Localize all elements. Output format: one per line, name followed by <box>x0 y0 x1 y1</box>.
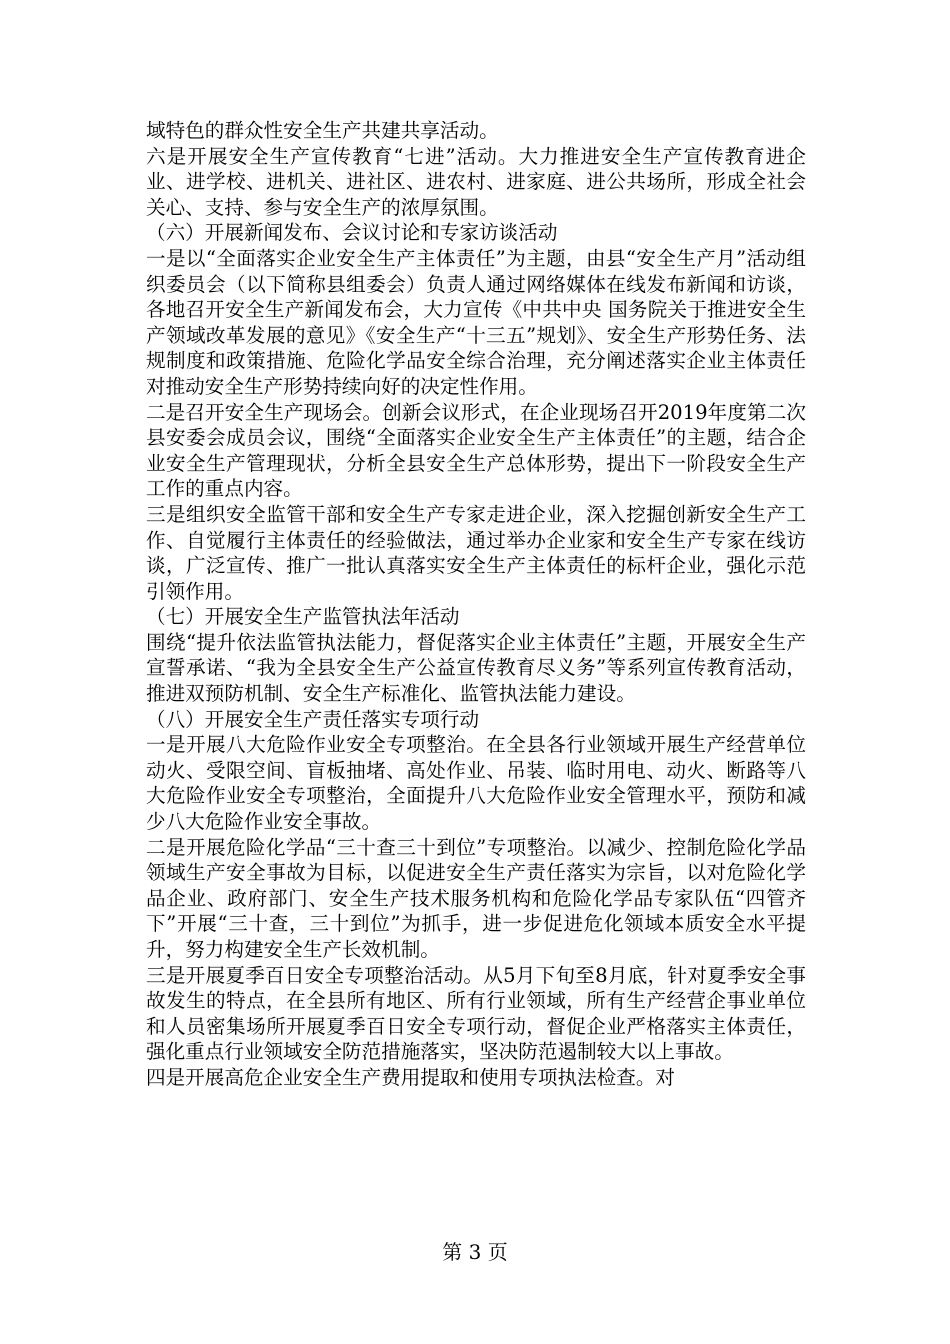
section-heading-7: （七）开展安全生产监管执法年活动 <box>146 605 460 629</box>
paragraph-2: 六是开展安全生产宣传教育“七进”活动。大力推进安全生产宣传教育进企业、进学校、进机关、进社区、进农村、进家庭、进公共场所，形成全社会关心、支持、参与安全生产的浓厚氛围。 <box>146 144 806 219</box>
paragraph-10: 四是开展高危企业安全生产费用提取和使用专项执法检查。对 <box>146 1065 676 1089</box>
page-number: 第 3 页 <box>442 1240 508 1264</box>
paragraph-7: 一是开展八大危险作业安全专项整治。在全县各行业领域开展生产经营单位动火、受限空间、盲板抽堵、高处作业、吊装、临时用电、动火、断路等八大危险作业安全专项整治，全面提升八大危险作业安全管理水平，预防和减少八大危险作业安全事故。 <box>146 733 806 834</box>
paragraph-6: 围绕“提升依法监管执法能力，督促落实企业主体责任”主题，开展安全生产宣誓承诺、“我为全县安全生产公益宣传教育尽义务”等系列宣传教育活动，推进双预防机制、安全生产标准化、监管执法能力建设。 <box>146 630 806 706</box>
paragraph-5: 三是组织安全监管干部和安全生产专家走进企业，深入挖掘创新安全生产工作、自觉履行主体责任的经验做法，通过举办企业家和安全生产专家在线访谈，广泛宣传、推广一批认真落实安全生产主体责任的标杆企业，强化示范引领作用。 <box>146 502 806 603</box>
paragraph-8: 二是开展危险化学品“三十查三十到位”专项整治。以减少、控制危险化学品领域生产安全事故为目标，以促进安全生产责任落实为宗旨，以对危险化学品企业、政府部门、安全生产技术服务机构和危险化学品专家队伍“四管齐下”开展“三十查，三十到位”为抓手，进一步促进危化领域本质安全水平提升，努力构建安全生产长效机制。 <box>146 835 806 961</box>
paragraph-4: 二是召开安全生产现场会。创新会议形式，在企业现场召开2019年度第二次县安委会成员会议，围绕“全面落实企业安全生产主体责任”的主题，结合企业安全生产管理现状，分析全县安全生产总体形势，提出下一阶段安全生产工作的重点内容。 <box>146 400 806 501</box>
section-heading-6: （六）开展新闻发布、会议讨论和专家访谈活动 <box>146 221 558 245</box>
paragraph-3: 一是以“全面落实企业安全生产主体责任”为主题，由县“安全生产月”活动组织委员会（以下简称县组委会）负责人通过网络媒体在线发布新闻和访谈，各地召开安全生产新闻发布会，大力宣传《中共中央 国务院关于推进安全生产领域改革发展的意见》《安全生产“十三五”规划》、安全生产形势任务、法规制度和政策措施、危险化学品安全综合治理，充分阐述落实企业主体责任对推动安全生产形势持续向好的决定性作用。 <box>146 246 806 398</box>
paragraph-1: 域特色的群众性安全生产共建共享活动。 <box>146 119 499 142</box>
paragraph-9: 三是开展夏季百日安全专项整治活动。从5月下旬至8月底，针对夏季安全事故发生的特点，在全县所有地区、所有行业领域，所有生产经营企事业单位和人员密集场所开展夏季百日安全专项行动，督促企业严格落实主体责任，强化重点行业领域安全防范措施落实，坚决防范遏制较大以上事故。 <box>146 963 806 1064</box>
document-body <box>146 118 806 1091</box>
section-heading-8: （八）开展安全生产责任落实专项行动 <box>146 707 480 731</box>
